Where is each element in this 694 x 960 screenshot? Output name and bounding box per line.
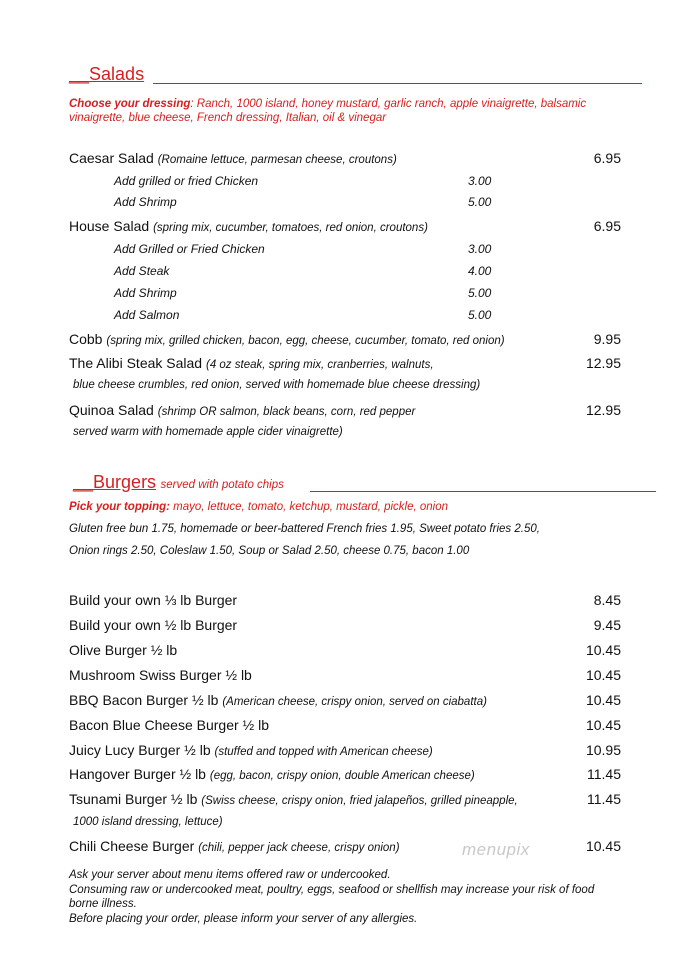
item-name: Caesar Salad	[69, 150, 154, 166]
burgers-heading-rule	[310, 491, 656, 492]
item-price: 6.95	[593, 218, 621, 234]
salads-heading-title: Salads	[89, 64, 145, 84]
item-desc: (stuffed and topped with American cheese)	[214, 746, 433, 758]
item-price: 10.45	[585, 692, 621, 708]
addon-price: 5.00	[468, 308, 492, 322]
dressing-line-1	[69, 98, 586, 110]
item-price: 10.45	[585, 838, 621, 854]
item-desc-continued: blue cheese crumbles, red onion, served with homemade blue cheese dressing)	[73, 379, 481, 391]
addon-label: Add Shrimp	[114, 195, 177, 209]
item-desc: (spring mix, grilled chicken, bacon, egg, cheese, cucumber, tomato, red onion)	[106, 335, 505, 347]
item-name: Quinoa Salad	[69, 402, 154, 418]
item-price: 12.95	[585, 355, 621, 371]
addon-price: 5.00	[468, 195, 492, 209]
item-name: Build your own ⅓ lb Burger	[69, 592, 238, 608]
addon-label: Add Salmon	[114, 308, 180, 322]
dressing-options-2: vinaigrette, blue cheese, French dressing, Italian, oil & vinegar	[69, 112, 387, 124]
item-price: 8.45	[593, 592, 621, 608]
menu-item-burger	[69, 838, 400, 854]
item-name: Build your own ½ lb Burger	[69, 617, 238, 633]
menu-item-burger	[69, 667, 252, 683]
menu-item-quinoa-salad	[69, 402, 415, 418]
addon-label: Add Grilled or Fried Chicken	[114, 242, 265, 256]
watermark: menupix	[462, 840, 530, 859]
topping-line	[69, 501, 448, 513]
footer-line: borne illness.	[69, 898, 137, 910]
item-desc: (Romaine lettuce, parmesan cheese, croutons)	[157, 154, 397, 166]
extras-line-2: Onion rings 2.50, Coleslaw 1.50, Soup or Salad 2.50, cheese 0.75, bacon 1.00	[69, 545, 470, 557]
item-price: 11.45	[587, 766, 621, 782]
menu-item-alibi-steak-salad	[69, 355, 434, 371]
footer-line: Consuming raw or undercooked meat, poultry, eggs, seafood or shellfish may increase your risk of food	[69, 884, 595, 896]
salads-heading	[69, 64, 144, 85]
menu-item-burger	[69, 717, 269, 733]
item-price: 9.95	[593, 331, 621, 347]
item-desc: (shrimp OR salmon, black beans, corn, red pepper	[157, 406, 416, 418]
menu-item-caesar-salad	[69, 150, 397, 166]
item-price: 10.45	[585, 667, 621, 683]
dressing-label: Choose your dressing	[69, 98, 191, 110]
item-name: The Alibi Steak Salad	[69, 355, 203, 371]
item-desc: (4 oz steak, spring mix, cranberries, walnuts,	[205, 359, 434, 371]
menu-item-burger	[69, 766, 475, 782]
menu-item-burger	[69, 692, 487, 708]
menu-item-burger	[69, 791, 518, 807]
footer-line: Ask your server about menu items offered raw or undercooked.	[69, 869, 391, 881]
menu-item-burger	[69, 592, 237, 608]
dressing-options-1: : Ranch, 1000 island, honey mustard, garlic ranch, apple vinaigrette, balsamic	[190, 98, 587, 110]
item-price: 10.45	[585, 642, 621, 658]
extras-line-1: Gluten free bun 1.75, homemade or beer-battered French fries 1.95, Sweet potato fries 2.50,	[69, 523, 540, 535]
menu-item-burger	[69, 742, 433, 758]
burgers-heading-prefix: __	[73, 472, 94, 492]
item-price: 10.95	[585, 742, 621, 758]
item-name: Olive Burger ½ lb	[69, 642, 178, 658]
item-name: Mushroom Swiss Burger ½ lb	[69, 667, 252, 683]
topping-label: Pick your topping:	[69, 501, 170, 513]
addon-price: 3.00	[468, 174, 492, 188]
item-price: 6.95	[593, 150, 621, 166]
salads-heading-rule	[153, 83, 642, 84]
item-price: 12.95	[585, 402, 621, 418]
burgers-subtitle: served with potato chips	[160, 479, 284, 491]
item-name: BBQ Bacon Burger ½ lb	[69, 692, 219, 708]
item-desc: (egg, bacon, crispy onion, double American cheese)	[209, 770, 475, 782]
item-name: Juicy Lucy Burger ½ lb	[69, 742, 211, 758]
addon-price: 3.00	[468, 242, 492, 256]
item-desc-continued: 1000 island dressing, lettuce)	[73, 816, 223, 828]
item-price: 10.45	[585, 717, 621, 733]
addon-label: Add grilled or fried Chicken	[114, 174, 259, 188]
addon-label: Add Steak	[114, 264, 170, 278]
menu-item-burger	[69, 617, 237, 633]
item-name: Chili Cheese Burger	[69, 838, 195, 854]
item-desc: (Swiss cheese, crispy onion, fried jalapeños, grilled pineapple,	[201, 795, 518, 807]
item-name: House Salad	[69, 218, 150, 234]
footer-line: Before placing your order, please inform your server of any allergies.	[69, 913, 418, 925]
item-desc-continued: served warm with homemade apple cider vinaigrette)	[73, 426, 343, 438]
item-desc: (American cheese, crispy onion, served on ciabatta)	[222, 696, 487, 708]
item-desc: (spring mix, cucumber, tomatoes, red onion, croutons)	[153, 222, 428, 234]
addon-price: 5.00	[468, 286, 492, 300]
item-price: 11.45	[587, 791, 621, 807]
burgers-heading	[73, 472, 284, 493]
menu-item-cobb	[69, 331, 505, 347]
item-price: 9.45	[593, 617, 621, 633]
item-name: Cobb	[69, 331, 103, 347]
burgers-heading-title: Burgers	[93, 472, 157, 492]
item-name: Tsunami Burger ½ lb	[69, 791, 198, 807]
addon-label: Add Shrimp	[114, 286, 177, 300]
menu-item-burger	[69, 642, 177, 658]
item-name: Hangover Burger ½ lb	[69, 766, 206, 782]
topping-options: mayo, lettuce, tomato, ketchup, mustard, pickle, onion	[169, 501, 449, 513]
item-desc: (chili, pepper jack cheese, crispy onion)	[198, 842, 400, 854]
menu-item-house-salad	[69, 218, 428, 234]
salads-heading-prefix: __	[69, 64, 90, 84]
item-name: Bacon Blue Cheese Burger ½ lb	[69, 717, 270, 733]
addon-price: 4.00	[468, 264, 492, 278]
